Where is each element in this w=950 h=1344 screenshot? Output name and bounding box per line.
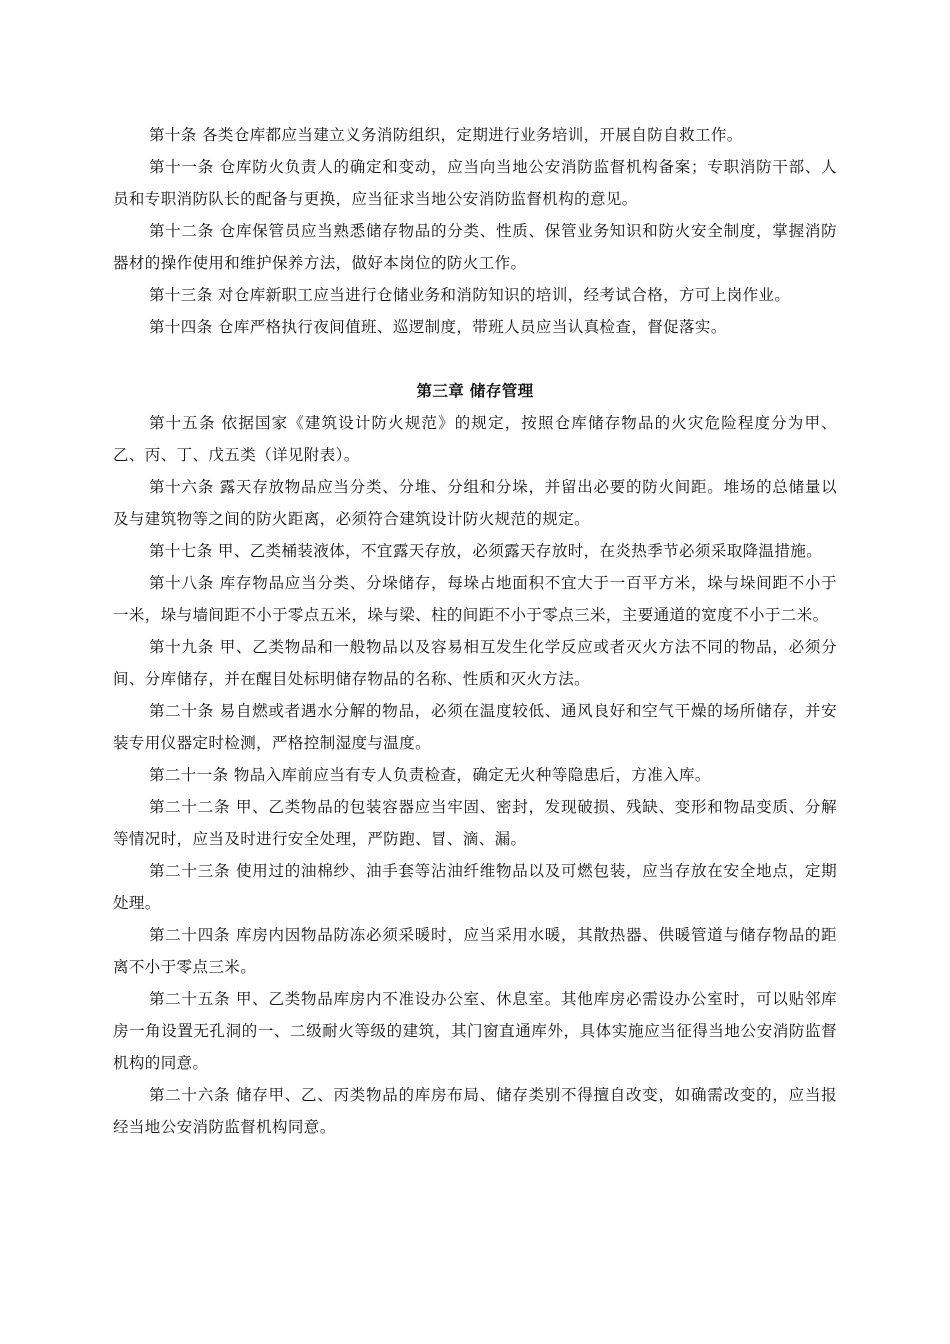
- article-21: 第二十一条 物品入库前应当有专人负责检查，确定无火种等隐患后，方准入库。: [149, 766, 711, 784]
- article-22: 第二十二条 甲、乙类物品的包装容器应当牢固、密封，发现破损、残缺、变形和物品变质、分解等情况时，应当及时进行安全处理，严防跑、冒、滴、漏。: [113, 798, 837, 848]
- article-19: 第十九条 甲、乙类物品和一般物品以及容易相互发生化学反应或者灭火方法不同的物品，必须分间、分库储存，并在醒目处标明储存物品的名称、性质和灭火方法。: [113, 638, 837, 688]
- article-26: 第二十六条 储存甲、乙、丙类物品的库房布局、储存类别不得擅自改变，如确需改变的，应当报经当地公安消防监督机构同意。: [113, 1086, 837, 1136]
- article-11: 第十一条 仓库防火负责人的确定和变动，应当向当地公安消防监督机构备案；专职消防干部、人员和专职消防队长的配备与更换，应当征求当地公安消防监督机构的意见。: [113, 158, 837, 208]
- article-10: 第十条 各类仓库都应当建立义务消防组织，定期进行业务培训，开展自防自救工作。: [149, 126, 743, 144]
- article-20: 第二十条 易自燃或者遇水分解的物品，必须在温度较低、通风良好和空气干燥的场所储存，并安装专用仪器定时检测，严格控制湿度与温度。: [113, 702, 837, 752]
- article-18: 第十八条 库存物品应当分类、分垛储存，每垛占地面积不宜大于一百平方米，垛与垛间距不小于一米，垛与墙间距不小于零点五米，垛与梁、柱的间距不小于零点三米，主要通道的宽度不小于二米。: [113, 574, 837, 624]
- article-12: 第十二条 仓库保管员应当熟悉储存物品的分类、性质、保管业务知识和防火安全制度，掌握消防器材的操作使用和维护保养方法，做好本岗位的防火工作。: [113, 222, 837, 272]
- article-14: 第十四条 仓库严格执行夜间值班、巡逻制度，带班人员应当认真检查，督促落实。: [149, 318, 727, 336]
- article-15: 第十五条 依据国家《建筑设计防火规范》的规定，按照仓库储存物品的火灾危险程度分为甲、乙、丙、丁、戊五类（详见附表）。: [113, 414, 837, 464]
- article-23: 第二十三条 使用过的油棉纱、油手套等沾油纤维物品以及可燃包装，应当存放在安全地点，定期处理。: [113, 862, 837, 912]
- document-body: [113, 119, 837, 1143]
- article-16: 第十六条 露天存放物品应当分类、分堆、分组和分垛，并留出必要的防火间距。堆场的总储量以及与建筑物等之间的防火距离，必须符合建筑设计防火规范的规定。: [113, 478, 837, 528]
- article-24: 第二十四条 库房内因物品防冻必须采暖时，应当采用水暖，其散热器、供暖管道与储存物品的距离不小于零点三米。: [113, 926, 837, 976]
- article-25: 第二十五条 甲、乙类物品库房内不准设办公室、休息室。其他库房必需设办公室时，可以贴邻库房一角设置无孔洞的一、二级耐火等级的建筑，其门窗直通库外，具体实施应当征得当地公安消防监督机构的同意。: [113, 990, 837, 1072]
- article-13: 第十三条 对仓库新职工应当进行仓储业务和消防知识的培训，经考试合格，方可上岗作业。: [149, 286, 791, 304]
- chapter-title: 第三章 储存管理: [416, 381, 534, 400]
- article-17: 第十七条 甲、乙类桶装液体，不宜露天存放，必须露天存放时，在炎热季节必须采取降温措施。: [149, 542, 823, 560]
